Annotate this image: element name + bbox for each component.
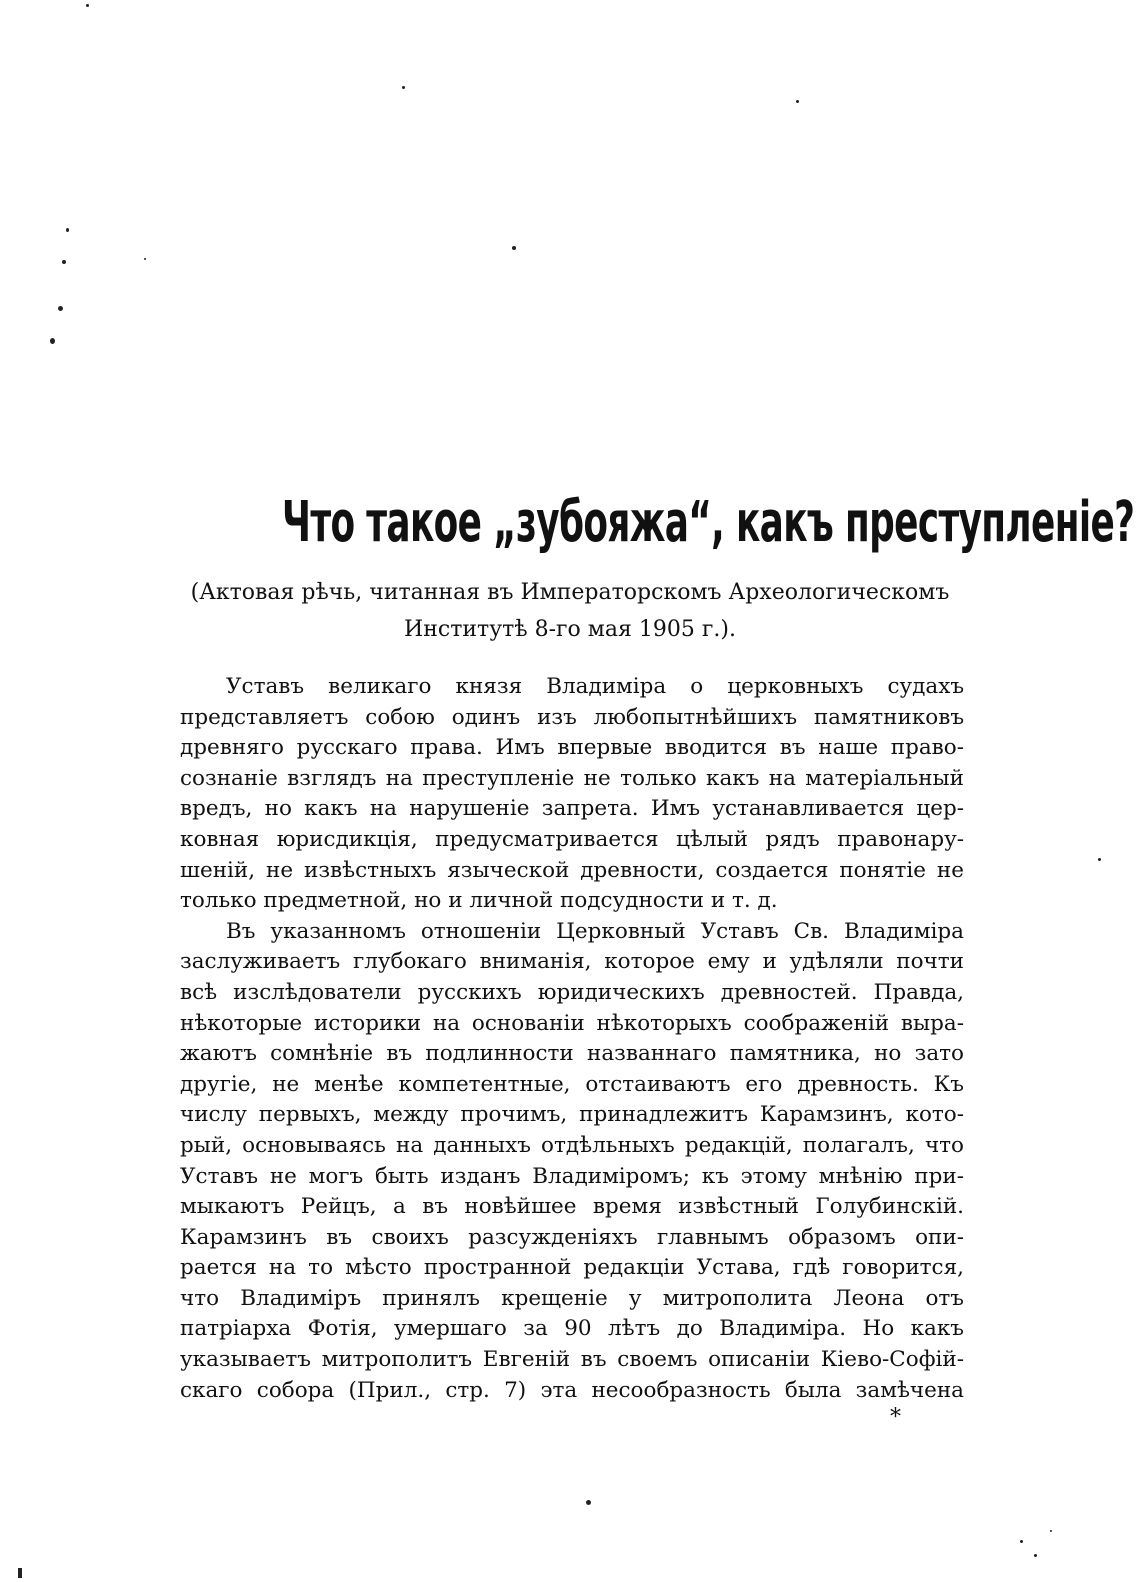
text-line: другіе, не менѣе компетентные, отстаиваютъ его древность. Къ [180,1071,964,1097]
text-line: Карамзинъ въ своихъ разсужденіяхъ главнымъ образомъ опи- [180,1224,964,1250]
scan-speck [1020,1540,1023,1543]
subtitle-line: Институтѣ 8-го мая 1905 г.). [404,617,736,642]
text-line: указываетъ митрополитъ Евгеній въ своемъ описаніи Кіево-Софій- [180,1347,964,1373]
scan-speck [66,228,69,232]
text-line: вредъ, но какъ на нарушеніе запрета. Имъ устанавливается цер- [180,796,964,822]
text-line: числу первыхъ, между прочимъ, принадлежитъ Карамзинъ, кото- [180,1102,964,1128]
text-line: мыкаютъ Рейцъ, а въ новѣйшее время извѣстный Голубинскій. [180,1194,964,1220]
text-line: рается на то мѣсто пространной редакціи Устава, гдѣ говорится, [180,1255,964,1281]
scan-speck [62,260,66,264]
body-text [180,672,964,1406]
scan-speck [1050,1530,1052,1532]
text-line: шеній, не извѣстныхъ языческой древности, создается понятіе не [180,857,964,883]
text-line: что Владиміръ принялъ крещеніе у митрополита Леона отъ [180,1285,964,1311]
text-line: нѣкоторые историки на основаніи нѣкоторыхъ соображеній выра- [180,1010,964,1036]
text-line: Въ указанномъ отношеніи Церковный Уставъ Св. Владиміра [226,918,964,944]
text-line: рый, основываясь на данныхъ отдѣльныхъ редакцій, полагалъ, что [180,1132,964,1158]
scan-speck [1098,858,1101,861]
text-line: патріарха Фотія, умершаго за 90 лѣтъ до Владиміра. Но какъ [180,1316,964,1342]
scan-speck [796,100,799,103]
text-line: ковная юрисдикція, предусматривается цѣлый рядъ правонару- [180,826,964,852]
text-line: только предметной, но и личной подсудности и т. д. [180,888,778,914]
scan-speck [50,338,55,344]
subtitle [170,574,970,648]
text-line: скаго собора (Прил., стр. 7) эта несообразность была замѣчена [180,1377,964,1403]
signature-mark: * [890,1405,901,1430]
scan-speck [144,258,146,260]
scan-speck [86,4,89,7]
scan-speck [18,1568,22,1578]
scan-speck [402,86,405,89]
text-line: всѣ изслѣдователи русскихъ юридическихъ древностей. Правда, [180,979,964,1005]
scan-speck [586,1500,591,1505]
scan-speck [512,246,516,250]
text-line: заслуживаетъ глубокаго вниманія, которое ему и удѣляли почти [180,949,964,975]
text-line: древняго русскаго права. Имъ впервые вводится въ наше право- [180,735,964,761]
text-line: Уставъ великаго князя Владиміра о церковныхъ судахъ [226,674,964,699]
scan-speck [58,306,63,311]
text-line: жаютъ сомнѣніе въ подлинности названнаго памятника, но зато [180,1041,964,1067]
page-title: Что такое „зубояжа“, какъ преступленіе? [282,490,1135,555]
subtitle-line: (Актовая рѣчь, читанная въ Императорскомъ Археологическомъ [190,580,950,605]
text-line: представляетъ собою одинъ изъ любопытнѣйшихъ памятниковъ [180,704,964,730]
text-line: Уставъ не могъ быть изданъ Владиміромъ; къ этому мнѣнію при- [180,1163,964,1189]
scan-speck [1034,1554,1037,1557]
text-line: сознаніе взглядъ на преступленіе не только какъ на матеріальный [180,765,964,791]
